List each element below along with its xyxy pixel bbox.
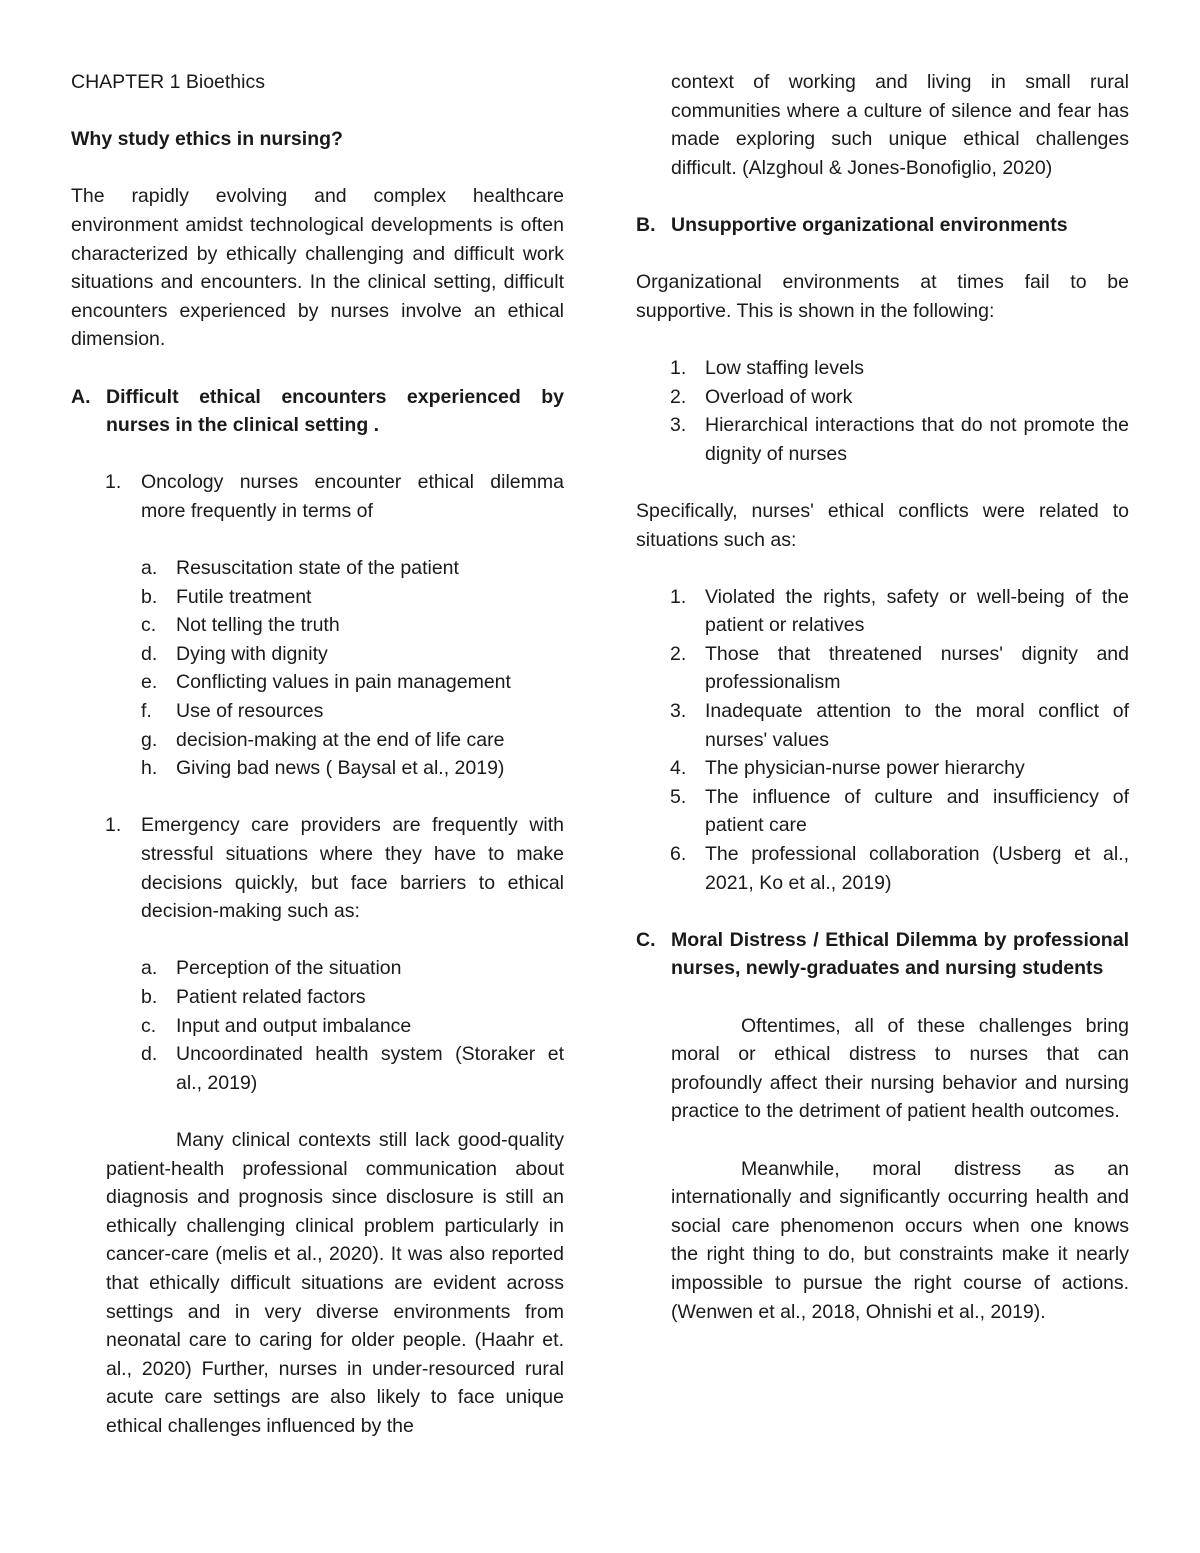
- list-item-text: Patient related factors: [176, 986, 366, 1008]
- section-a-title: Difficult ethical encounters experienced by nurses in the clinical setting .: [106, 385, 564, 437]
- list-marker: c.: [141, 1014, 157, 1037]
- list-item-text: Low staffing levels: [705, 356, 864, 379]
- conflicts-intro: Specifically, nurses' ethical conflicts were related to situations such as:: [636, 499, 1129, 551]
- list-item-text: The physician-nurse power hierarchy: [705, 757, 1025, 780]
- list-marker: a.: [141, 557, 158, 580]
- list-item: [71, 611, 564, 640]
- moral-distress-paragraph-1: [671, 1012, 1129, 1126]
- list-marker: h.: [141, 757, 158, 780]
- section-c-body: [636, 1012, 1129, 1327]
- list-item-text: Overload of work: [705, 385, 853, 408]
- list-marker: 1.: [105, 471, 122, 494]
- left-column: [71, 68, 564, 1441]
- clinical-context-paragraph-wrapper: [71, 1126, 564, 1441]
- paragraph-text: Oftentimes, all of these challenges bring moral or ethical distress to nurses that can profoundly affect their nursing behavior and nursing practice to the detriment of patient health outcomes.: [671, 1014, 1129, 1123]
- list-marker: 6.: [670, 843, 687, 866]
- list-marker: e.: [141, 671, 158, 694]
- list-item: [71, 668, 564, 697]
- list-item-text: Those that threatened nurses' dignity and professionalism: [705, 642, 1129, 694]
- right-column: [636, 68, 1129, 1326]
- list-item: [636, 354, 1129, 383]
- list-item-text: decision-making at the end of life care: [176, 728, 505, 751]
- list-item: [71, 640, 564, 669]
- list-item: [71, 554, 564, 583]
- section-b-letter: B.: [636, 213, 656, 236]
- list-marker: 1.: [670, 356, 687, 379]
- list-item: [71, 1040, 564, 1097]
- list-marker: 1.: [670, 585, 687, 608]
- section-c-heading: [636, 926, 1129, 983]
- list-item: [71, 983, 564, 1012]
- list-item-text: Use of resources: [176, 700, 324, 723]
- section-a-heading: [71, 383, 564, 440]
- list-item: [636, 583, 1129, 640]
- list-marker: f.: [141, 700, 152, 723]
- list-item-text: Uncoordinated health system (Storaker et al., 2019): [176, 1043, 564, 1094]
- section-c-letter: C.: [636, 928, 656, 951]
- list-item-text: Conflicting values in pain management: [176, 671, 511, 694]
- section-a-letter: A.: [71, 385, 91, 408]
- question-heading: Why study ethics in nursing?: [71, 128, 343, 151]
- list-item: [71, 1012, 564, 1041]
- list-item-text: The influence of culture and insufficiency of patient care: [705, 785, 1129, 837]
- list-marker: 3.: [670, 414, 687, 437]
- list-item-text: Oncology nurses encounter ethical dilemma more frequently in terms of: [141, 471, 564, 522]
- list-marker: d.: [141, 642, 158, 665]
- section-b-intro: Organizational environments at times fail to be supportive. This is shown in the following:: [636, 271, 1129, 322]
- list-item: [636, 840, 1129, 897]
- list-item: [636, 411, 1129, 468]
- continued-paragraph-wrapper: [636, 68, 1129, 182]
- continued-paragraph: context of working and living in small rural communities where a culture of silence and fear has made exploring such unique ethical challenges difficult. (Alzghoul & Jones-Bonofiglio, 2020): [671, 71, 1129, 179]
- list-marker: b.: [141, 585, 158, 608]
- list-item-text: Futile treatment: [176, 585, 312, 608]
- clinical-context-paragraph: [106, 1126, 564, 1441]
- list-marker: 2.: [670, 385, 687, 408]
- list-item-text: Emergency care providers are frequently with stressful situations where they have to make decisions quickly, but face barriers to ethical decision-making such as:: [141, 814, 564, 923]
- list-item: [71, 726, 564, 755]
- list-item: [71, 583, 564, 612]
- list-item-text: Giving bad news ( Baysal et al., 2019): [176, 757, 505, 780]
- list-item-text: The professional collaboration (Usberg et al., 2021, Ko et al., 2019): [705, 843, 1129, 894]
- list-item: [636, 383, 1129, 412]
- list-marker: d.: [141, 1043, 158, 1066]
- list-item-text: Violated the rights, safety or well-being of the patient or relatives: [705, 585, 1129, 637]
- section-b-title: Unsupportive organizational environments: [671, 213, 1068, 236]
- list-marker: c.: [141, 614, 157, 637]
- emergency-item: [71, 811, 564, 925]
- list-marker: g.: [141, 728, 158, 751]
- list-item: [636, 783, 1129, 840]
- list-marker: 5.: [670, 785, 687, 808]
- list-item: [636, 754, 1129, 783]
- list-item: [636, 640, 1129, 697]
- paragraph-text: Many clinical contexts still lack good-quality patient-health professional communication about diagnosis and prognosis since disclosure is still an ethically challenging clinical problem particularly in cancer-care (melis et al., 2020). It was also reported that ethically difficult situations are evident across settings and in very diverse environments from neonatal care to caring for older people. (Haahr et. al., 2020) Further, nurses in under-resourced rural acute care settings are also likely to face unique ethical challenges influenced by the: [106, 1128, 564, 1437]
- oncology-item: [71, 468, 564, 525]
- intro-paragraph: The rapidly evolving and complex healthcare environment amidst technological developments is often characterized by ethically challenging and difficult work situations and encounters. In the clinical setting, difficult encounters experienced by nurses involve an ethical dimension.: [71, 185, 564, 351]
- list-item-text: Perception of the situation: [176, 957, 402, 980]
- list-marker: 4.: [670, 757, 687, 780]
- list-item-text: Resuscitation state of the patient: [176, 557, 459, 580]
- list-item: [636, 697, 1129, 754]
- list-item-text: Hierarchical interactions that do not promote the dignity of nurses: [705, 414, 1129, 465]
- list-marker: a.: [141, 957, 158, 980]
- list-marker: 3.: [670, 700, 687, 723]
- list-item-text: Input and output imbalance: [176, 1014, 412, 1037]
- moral-distress-paragraph-2: [671, 1155, 1129, 1327]
- list-marker: 1.: [105, 814, 122, 837]
- paragraph-text: Meanwhile, moral distress as an internationally and significantly occurring health and social care phenomenon occurs when one knows the right thing to do, but constraints make it nearly impossible to pursue the right course of actions. (Wenwen et al., 2018, Ohnishi et al., 2019).: [671, 1157, 1129, 1323]
- section-c-title: Moral Distress / Ethical Dilemma by professional nurses, newly-graduates and nursing students: [671, 928, 1129, 980]
- list-marker: b.: [141, 986, 158, 1008]
- list-item: [71, 697, 564, 726]
- list-item-text: Not telling the truth: [176, 614, 340, 637]
- list-item: [71, 754, 564, 783]
- chapter-title: CHAPTER 1 Bioethics: [71, 71, 265, 93]
- list-marker: 2.: [670, 642, 687, 665]
- section-b-heading: [636, 211, 1129, 240]
- list-item-text: Inadequate attention to the moral conflict of nurses' values: [705, 700, 1129, 751]
- list-item-text: Dying with dignity: [176, 642, 328, 665]
- list-item: [71, 954, 564, 983]
